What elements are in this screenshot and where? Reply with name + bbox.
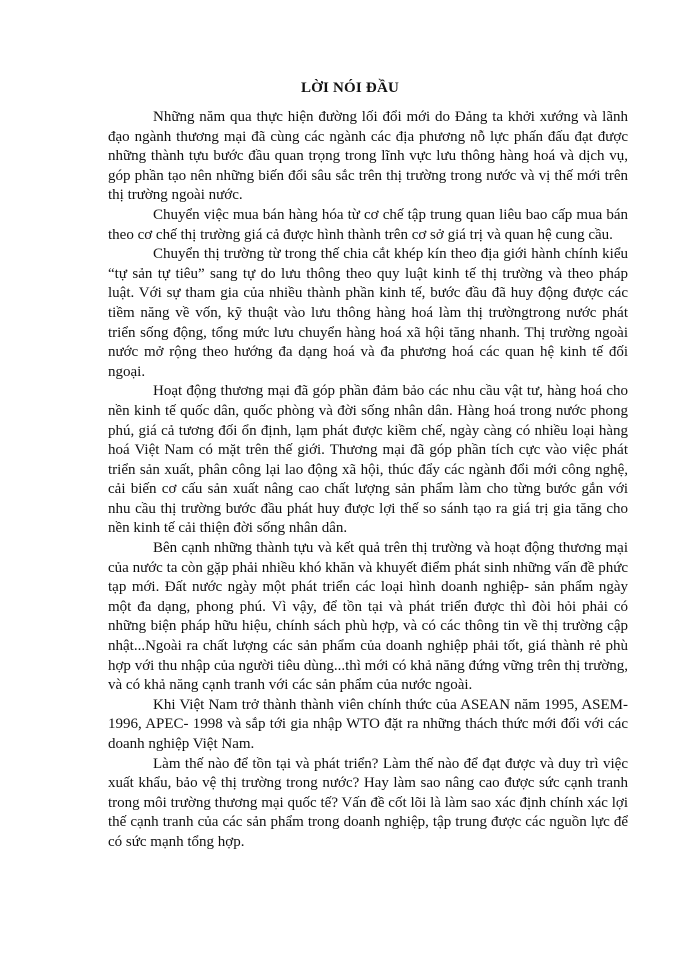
paragraph: Hoạt động thương mại đã góp phần đảm bảo các nhu cầu vật tư, hàng hoá cho nền kinh tế quốc dân, quốc phòng và đời sống nhân dân. Hàng hoá trong nước phong phú, giá cả tương đối ổn định, lạm phát được kiềm chế, ngày càng có nhiều loại hàng hoá Việt Nam có mặt trên thế giới. Thương mại đã góp phần tích cực vào việc phát triển sản xuất, phân công lại lao động xã hội, thúc đẩy các ngành đổi mới công nghệ, cải biến cơ cấu sản xuất nâng cao chất lượng sản phẩm làm cho từng bước gắn với nhu cầu thị trường bước đầu phát huy được lợi thế so sánh tạo ra giá trị gia tăng cho nền kinh tế cải thiện đời sống nhân dân. xyxy=(108,383,628,537)
paragraph: Khi Việt Nam trở thành thành viên chính thức của ASEAN năm 1995, ASEM- 1996, APEC- 1998 và sắp tới gia nhập WTO đặt ra những thách thức mới đối với các doanh nghiệp Việt Nam. xyxy=(108,696,628,752)
page-title: LỜI NÓI ĐẦU xyxy=(300,80,400,96)
paragraph: Làm thế nào để tồn tại và phát triển? Làm thế nào để đạt được và duy trì việc xuất khẩu, bảo vệ thị trường trong nước? Hay làm sao nâng cao được sức cạnh tranh trong môi trường thương mại quốc tế? Vấn đề cốt lõi là làm sao xác định chính xác lợi thế cạnh tranh của các sản phẩm trong doanh nghiệp, tập trung được các nguồn lực để có sức mạnh tổng hợp. xyxy=(108,755,628,850)
document-body xyxy=(108,108,628,853)
paragraph: Chuyển việc mua bán hàng hóa từ cơ chế tập trung quan liêu bao cấp mua bán theo cơ chế thị trường giá cả được hình thành trên cơ sở giá trị và quan hệ cung cầu. xyxy=(108,206,628,243)
paragraph: Chuyển thị trường từ trong thế chia cắt khép kín theo địa giới hành chính kiểu “tự sản tự tiêu” sang tự do lưu thông theo quy luật kinh tế thị trường và theo pháp luật. Với sự tham gia của nhiều thành phần kinh tế, bước đầu đã huy động được các tiềm năng về vốn, kỹ thuật vào lưu thông hàng hoá làm thị trườngtrong nước phát triển sống động, tổng mức lưu chuyển hàng hoá xã hội tăng nhanh. Thị trường ngoài nước mở rộng theo hướng đa dạng hoá và đa phương hoá các quan hệ kinh tế đối ngoại. xyxy=(108,246,628,380)
paragraph: Bên cạnh những thành tựu và kết quả trên thị trường và hoạt động thương mại của nước ta còn gặp phải nhiều khó khăn và khuyết điểm phát sinh những vấn đề phức tạp mới. Đất nước ngày một phát triển các loại hình doanh nghiệp- sản phẩm ngày một đa dạng, phong phú. Vì vậy, để tồn tại và phát triển được thì đòi hỏi phải có những biện pháp hữu hiệu, chính sách phù hợp, và có các thông tin về thị trường cập nhật...Ngoài ra chất lượng các sản phẩm của doanh nghiệp phải tốt, giá thành rẻ phù hợp với thu nhập của người tiêu dùng...thì mới có khả năng đứng vững trên thị trường, và có khả năng cạnh tranh với các sản phẩm của nước ngoài. xyxy=(108,540,628,694)
paragraph: Những năm qua thực hiện đường lối đổi mới do Đảng ta khởi xướng và lãnh đạo ngành thương mại đã cùng các ngành các địa phương nỗ lực phấn đấu đạt được những thành tựu bước đầu quan trọng trong lĩnh vực lưu thông hàng hoá và dịch vụ, góp phần tạo nên những biến đổi sâu sắc trên thị trường trong nước và vị thế mới trên thị trường ngoài nước. xyxy=(108,109,628,204)
